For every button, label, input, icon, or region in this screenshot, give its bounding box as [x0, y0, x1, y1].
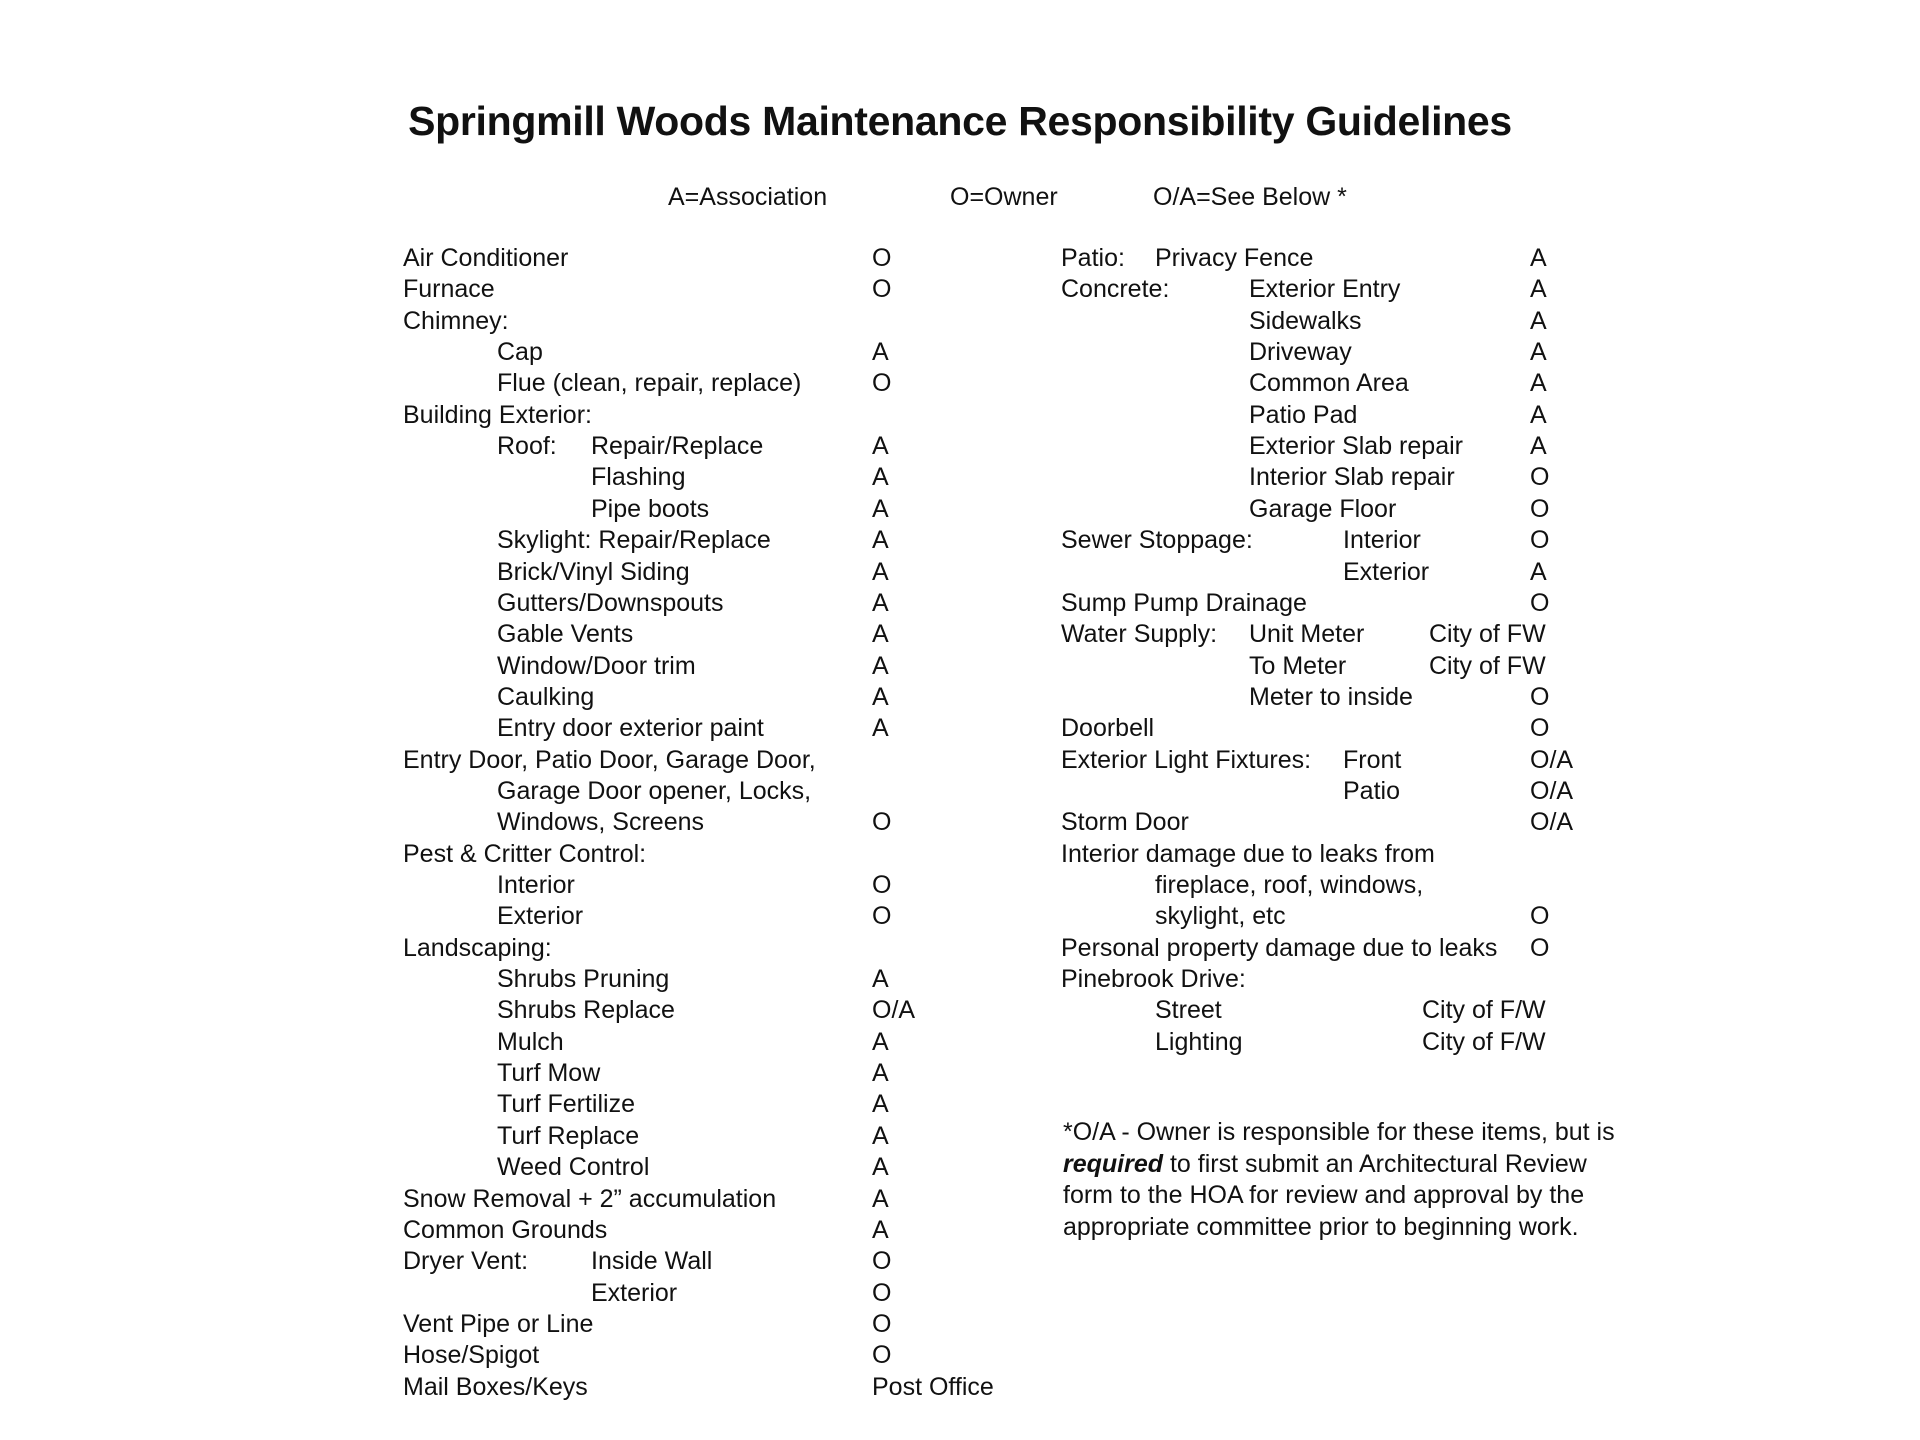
item-responsibility: O/A — [872, 996, 916, 1025]
item-responsibility: A — [872, 1215, 889, 1244]
item-responsibility: A — [1530, 338, 1547, 367]
item-label: Landscaping: — [403, 933, 552, 962]
item-sublabel: Privacy Fence — [1155, 244, 1314, 272]
item-label: Doorbell — [1061, 714, 1155, 743]
item-responsibility: City of FW — [1429, 651, 1546, 680]
item-label: Entry door exterior paint — [497, 714, 764, 743]
item-responsibility: O — [1530, 902, 1550, 931]
item-responsibility: A — [872, 432, 889, 461]
item-label: Gable Vents — [497, 620, 634, 649]
item-label: Sewer Stoppage: — [1061, 526, 1253, 555]
item-label: Air Conditioner — [403, 244, 569, 272]
item-responsibility: O — [1530, 526, 1550, 555]
item-responsibility: A — [872, 557, 889, 586]
item-responsibility: O — [872, 369, 892, 398]
item-label: Personal property damage due to leaks — [1061, 933, 1498, 962]
item-responsibility: O/A — [1530, 808, 1574, 837]
item-label: fireplace, roof, windows, — [1155, 871, 1424, 899]
item-label: Interior damage due to leaks from — [1061, 839, 1435, 868]
item-label: Sidewalks — [1249, 306, 1362, 335]
item-label: Mulch — [497, 1027, 564, 1056]
item-label: Lighting — [1155, 1027, 1243, 1056]
item-responsibility: A — [872, 620, 889, 649]
item-responsibility: O — [872, 871, 892, 899]
item-responsibility: A — [872, 463, 889, 492]
item-responsibility: O — [1530, 682, 1550, 711]
item-label: Flue (clean, repair, replace) — [497, 369, 802, 398]
item-responsibility: O — [872, 902, 892, 931]
page-title: Springmill Woods Maintenance Responsibility Guidelines — [408, 98, 1512, 144]
item-responsibility: O — [872, 244, 892, 272]
item-responsibility: A — [1530, 432, 1547, 461]
item-responsibility: A — [872, 1121, 889, 1150]
item-label: Street — [1155, 996, 1222, 1025]
item-label: Sump Pump Drainage — [1061, 588, 1307, 617]
item-sublabel: Inside Wall — [591, 1247, 713, 1276]
item-responsibility: O/A — [1530, 776, 1574, 805]
item-label: Water Supply: — [1061, 620, 1218, 649]
item-responsibility: A — [872, 526, 889, 555]
item-label: Snow Removal + 2” accumulation — [403, 1184, 777, 1213]
item-label: Vent Pipe or Line — [403, 1309, 594, 1338]
item-label: Dryer Vent: — [403, 1247, 529, 1276]
item-responsibility: A — [872, 1059, 889, 1088]
item-label: Common Area — [1249, 369, 1409, 398]
item-responsibility: O — [1530, 463, 1550, 492]
item-label: Turf Replace — [497, 1121, 640, 1150]
item-label: Window/Door trim — [497, 651, 696, 680]
item-sublabel: Interior — [1343, 526, 1421, 555]
item-label: Garage Door opener, Locks, — [497, 776, 812, 805]
item-label: Interior — [497, 871, 575, 899]
item-label: Exterior — [497, 902, 584, 931]
item-responsibility: A — [872, 494, 889, 523]
item-responsibility: O — [872, 1341, 892, 1370]
item-label: Brick/Vinyl Siding — [497, 557, 690, 586]
item-responsibility: A — [872, 682, 889, 711]
item-responsibility: O — [872, 275, 892, 304]
footnote-text-start: *O/A - Owner is responsible for these items, but is — [1063, 1118, 1615, 1146]
item-sublabel: Front — [1343, 745, 1402, 774]
item-label: Turf Mow — [497, 1059, 601, 1088]
item-responsibility: A — [872, 588, 889, 617]
item-label: Pest & Critter Control: — [403, 839, 647, 868]
item-label: Shrubs Pruning — [497, 965, 670, 994]
item-sublabel: Unit Meter — [1249, 620, 1365, 649]
item-responsibility: A — [1530, 306, 1547, 335]
item-responsibility: A — [872, 651, 889, 680]
item-label: Roof: — [497, 432, 557, 461]
legend-association: A=Association — [668, 183, 828, 211]
item-label: Exterior — [1343, 557, 1430, 586]
item-label: Cap — [497, 338, 543, 367]
oa-footnote — [1063, 1117, 1643, 1243]
item-responsibility: A — [872, 338, 889, 367]
item-label: Exterior Slab repair — [1249, 432, 1463, 461]
item-responsibility: O — [872, 1309, 892, 1338]
item-responsibility: O — [1530, 714, 1550, 743]
item-responsibility: A — [872, 714, 889, 743]
item-responsibility: A — [1530, 557, 1547, 586]
item-label: Concrete: — [1061, 275, 1170, 304]
item-responsibility: A — [872, 1090, 889, 1119]
item-label: skylight, etc — [1155, 902, 1286, 931]
item-responsibility: City of F/W — [1422, 996, 1546, 1025]
item-responsibility: City of F/W — [1422, 1027, 1546, 1056]
item-label: Patio Pad — [1249, 400, 1358, 429]
item-label: Exterior Light Fixtures: — [1061, 745, 1312, 774]
item-label: Chimney: — [403, 306, 509, 335]
item-responsibility: O/A — [1530, 745, 1574, 774]
item-responsibility: A — [1530, 275, 1547, 304]
item-responsibility: Post Office — [872, 1372, 994, 1401]
item-label: Pinebrook Drive: — [1061, 965, 1246, 994]
item-responsibility: City of FW — [1429, 620, 1546, 649]
item-label: Patio — [1343, 776, 1400, 805]
item-responsibility: A — [872, 1153, 889, 1182]
item-label: Meter to inside — [1249, 682, 1413, 711]
legend-owner: O=Owner — [950, 183, 1058, 211]
item-label: Interior Slab repair — [1249, 463, 1455, 492]
item-label: Mail Boxes/Keys — [403, 1372, 588, 1401]
item-label: Hose/Spigot — [403, 1341, 540, 1370]
item-label: Flashing — [591, 463, 686, 492]
item-label: Pipe boots — [591, 494, 710, 523]
item-label: Exterior — [591, 1278, 678, 1307]
item-label: Gutters/Downspouts — [497, 588, 724, 617]
item-label: Garage Floor — [1249, 494, 1397, 523]
item-label: Building Exterior: — [403, 400, 592, 429]
item-label: Furnace — [403, 275, 495, 304]
footnote-text-end: to first submit an Architectural Review form to the HOA for review and approval by the appropriate committee prior to beginning work. — [1063, 1149, 1587, 1241]
item-responsibility: O — [1530, 494, 1550, 523]
legend-see-below: O/A=See Below * — [1153, 183, 1347, 211]
item-label: Driveway — [1249, 338, 1352, 367]
item-sublabel: Repair/Replace — [591, 432, 764, 461]
item-responsibility: O — [1530, 588, 1550, 617]
item-responsibility: A — [1530, 369, 1547, 398]
item-responsibility: O — [872, 808, 892, 837]
item-label: Storm Door — [1061, 808, 1189, 837]
item-responsibility: O — [872, 1247, 892, 1276]
item-responsibility: A — [872, 1027, 889, 1056]
item-label: Turf Fertilize — [497, 1090, 635, 1119]
item-label: Weed Control — [497, 1153, 650, 1182]
item-label: Skylight: Repair/Replace — [497, 526, 771, 555]
item-responsibility: A — [872, 1184, 889, 1213]
item-responsibility: A — [872, 965, 889, 994]
item-responsibility: A — [1530, 400, 1547, 429]
item-label: Shrubs Replace — [497, 996, 675, 1025]
item-responsibility: O — [872, 1278, 892, 1307]
item-responsibility: A — [1530, 244, 1547, 272]
item-label: Entry Door, Patio Door, Garage Door, — [403, 745, 816, 774]
item-label: Caulking — [497, 682, 595, 711]
item-label: Patio: — [1061, 244, 1125, 272]
item-label: Windows, Screens — [497, 808, 705, 837]
item-label: Common Grounds — [403, 1215, 608, 1244]
item-responsibility: O — [1530, 933, 1550, 962]
footnote-emphasis: required — [1063, 1149, 1164, 1178]
item-sublabel: Exterior Entry — [1249, 275, 1401, 304]
item-label: To Meter — [1249, 651, 1347, 680]
